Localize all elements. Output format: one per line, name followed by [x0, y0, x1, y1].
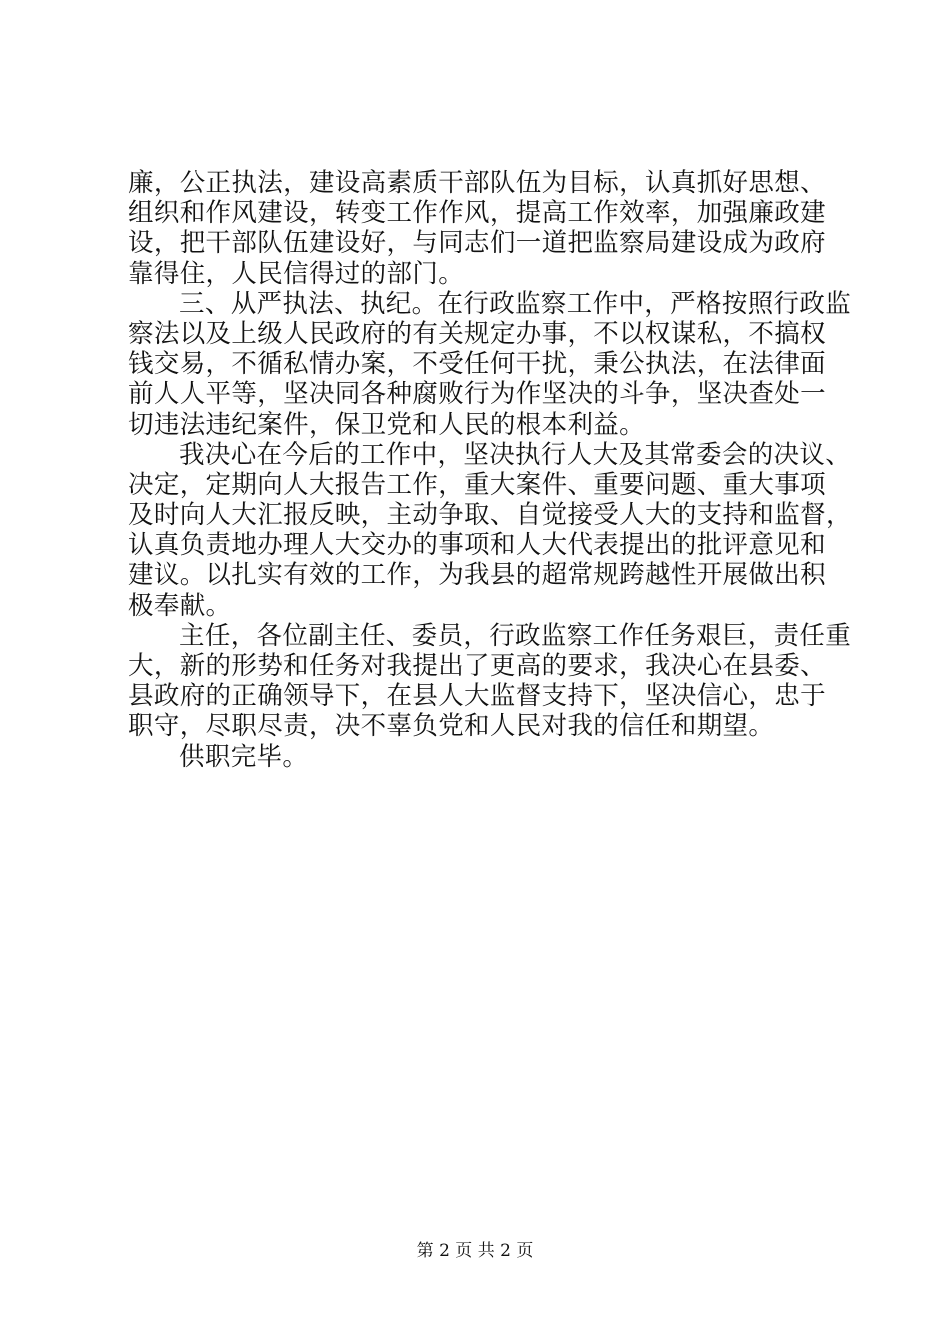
text-line: 钱交易，不循私情办案，不受任何干扰，秉公执法，在法律面: [128, 349, 826, 380]
text-line: 切违法违纪案件，保卫党和人民的根本利益。: [128, 409, 646, 440]
text-line: 县政府的正确领导下，在县人大监督支持下，坚决信心，忠于: [128, 681, 826, 712]
page-number-label: 第 2 页 共 2 页: [416, 1241, 534, 1261]
text-line: 前人人平等，坚决同各种腐败行为作坚决的斗争，坚决查处一: [128, 379, 826, 410]
document-body: [128, 168, 852, 772]
text-line: 认真负责地办理人大交办的事项和人大代表提出的批评意见和: [128, 530, 826, 561]
text-line: 建议。以扎实有效的工作，为我县的超常规跨越性开展做出积: [128, 560, 826, 591]
text-line: 廉，公正执法，建设高素质干部队伍为目标，认真抓好思想、: [128, 168, 826, 198]
text-line: 职守，尽职尽责，决不辜负党和人民对我的信任和期望。: [128, 711, 775, 742]
paragraph-start-line: 主任，各位副主任、委员，行政监察工作任务艰巨，责任重: [179, 620, 852, 651]
text-line: 及时向人大汇报反映，主动争取、自觉接受人大的支持和监督，: [128, 500, 852, 531]
paragraph-start-line: 我决心在今后的工作中，坚决执行人大及其常委会的决议、: [179, 439, 852, 470]
text-line: 极奉献。: [128, 590, 232, 621]
text-line: 察法以及上级人民政府的有关规定办事，不以权谋私，不搞权: [128, 318, 826, 349]
text-line: 决定，定期向人大报告工作，重大案件、重要问题、重大事项: [128, 469, 826, 500]
text-line: 靠得住，人民信得过的部门。: [128, 258, 465, 289]
paragraph-start-line: 三、从严执法、执纪。在行政监察工作中，严格按照行政监: [179, 288, 852, 319]
closing-line: 供职完毕。: [179, 741, 309, 772]
text-line: 设，把干部队伍建设好，与同志们一道把监察局建设成为政府: [128, 228, 826, 259]
page-footer: [0, 1240, 950, 1262]
text-line: 大，新的形势和任务对我提出了更高的要求，我决心在县委、: [128, 651, 826, 681]
text-line: 组织和作风建设，转变工作作风，提高工作效率，加强廉政建: [128, 198, 826, 229]
